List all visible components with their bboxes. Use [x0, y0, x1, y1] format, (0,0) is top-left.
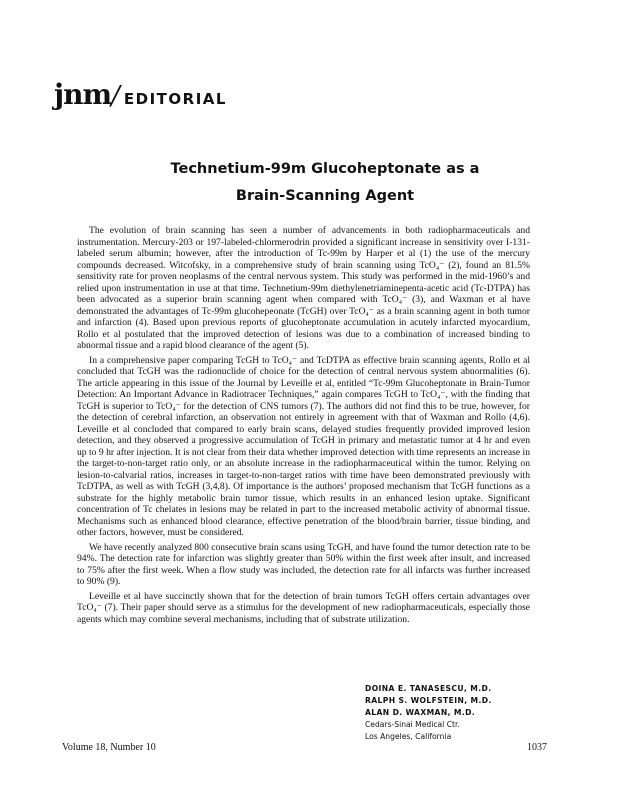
author-block — [365, 683, 492, 743]
section-label: EDITORIAL — [123, 90, 227, 108]
author-name: RALPH S. WOLFSTEIN, M.D. — [365, 696, 492, 705]
author-name: ALAN D. WAXMAN, M.D. — [365, 708, 476, 717]
affiliation-line-2: Los Angeles, California — [365, 732, 452, 741]
author-name: DOINA E. TANASESCU, M.D. — [365, 684, 492, 693]
journal-header — [54, 78, 227, 111]
header-slash: / — [111, 81, 120, 111]
article-title-line-2: Brain-Scanning Agent — [235, 188, 415, 204]
article-body — [77, 225, 530, 628]
affiliation-line-1: Cedars-Sinai Medical Ctr. — [365, 720, 460, 729]
volume-number: Volume 18, Number 10 — [62, 742, 156, 753]
paragraph: In a comprehensive paper comparing TcGH to TcO₄⁻ and TcDTPA as effective brain scanning agents, Rollo et al concluded that TcGH was the radionuclide of choice for the detection of central nervous system abnormalities (6). The article appearing in this issue of the Journal by Leveille et al, entitled “Tc-99m Glucoheptonate in Brain-Tumor Detection: An Important Advance in Radiotracer Techniques,” again compares TcGH to TcO₄⁻, with the finding that TcGH is superior to TcO₄⁻ for the detection of CNS tumors (7). The authors did not find this to be true, however, for the detection of cerebral infarction, an observation not entirely in agreement with that of Waxman and Rollo (4,6). Leveille et al concluded that compared to early brain scans, delayed studies frequently provided improved lesion detection, and they observed a progressive accumulation of TcGH in primary and metastatic tumor at 4 hr and even up to 9 hr after injection. It is not clear from their data whether improved detection with time represents an increase in the target-to-non-target ratio only, or an absolute increase in the radiopharmaceutical within the tumor. Relying on lesion-to-calvarial ratios, increases in target-to-non-target ratios with time have been demonstrated previously with TcDTPA, as well as with TcGH (3,4,8). Of importance is the authors’ proposed mechanism that TcGH functions as a substrate for the highly metabolic brain tumor tissue, which results in an enhanced lesion uptake. Significant concentration of Tc chelates in lesions may be related in part to the increased metabolic activity of abnormal tissue. Mechanisms such as enhanced blood clearance, effective penetration of the blood/brain barrier, tissue binding, and other factors, however, must be considered. — [77, 354, 530, 538]
paragraph: We have recently analyzed 800 consecutive brain scans using TcGH, and have found the tumor detection rate to be 94%. The detection rate for infarction was slightly greater than 50% within the first week after insult, and increased to 75% after the first week. When a flow study was included, the detection rate for all infarcts was further increased to 90% (9). — [77, 541, 530, 587]
article-title-line-1: Technetium-99m Glucoheptonate as a — [170, 161, 480, 177]
journal-logo: jnm — [54, 78, 112, 111]
paragraph: The evolution of brain scanning has seen a number of advancements in both radiopharmaceuticals and instrumentation. Mercury-203 or 197-labeled-chlormerodrin provided a significant increase in sensitivity over I-131-labeled serum albumin; however, after the introduction of Tc-99m by Harper et al (1) the use of the mercury compounds decreased. Witcofsky, in a comprehensive study of brain scanning using TcO₄⁻ (2), found an 81.5% sensitivity rate for proven neoplasms of the central nervous system. This study was performed in the mid-1960’s and relied upon instrumentation in use at that time. Technetium-99m diethylenetriaminepenta-acetic acid (Tc-DTPA) has been advocated as a superior brain scanning agent when compared with TcO₄⁻ (3), and Waxman et al have demonstrated the advantages of Tc-99m glucohepeonate (TcGH) over TcO₄⁻ as a brain scanning agent in both tumor and infarction (4). Based upon previous reports of glucoheptonate accumulation in acutely infarcted myocardium, Rollo et al postulated that the improved detection of lesions was due to a combination of increased binding to abnormal tissue and a rapid blood clearance of the agent (5). — [77, 225, 530, 351]
paragraph: Leveille et al have succinctly shown that for the detection of brain tumors TcGH offers certain advantages over TcO₄⁻ (7). Their paper should serve as a stimulus for the development of new radiopharmaceuticals, especially those agents which may combine several mechanisms, including that of substrate utilization. — [77, 590, 530, 625]
page-number: 1037 — [527, 742, 547, 753]
